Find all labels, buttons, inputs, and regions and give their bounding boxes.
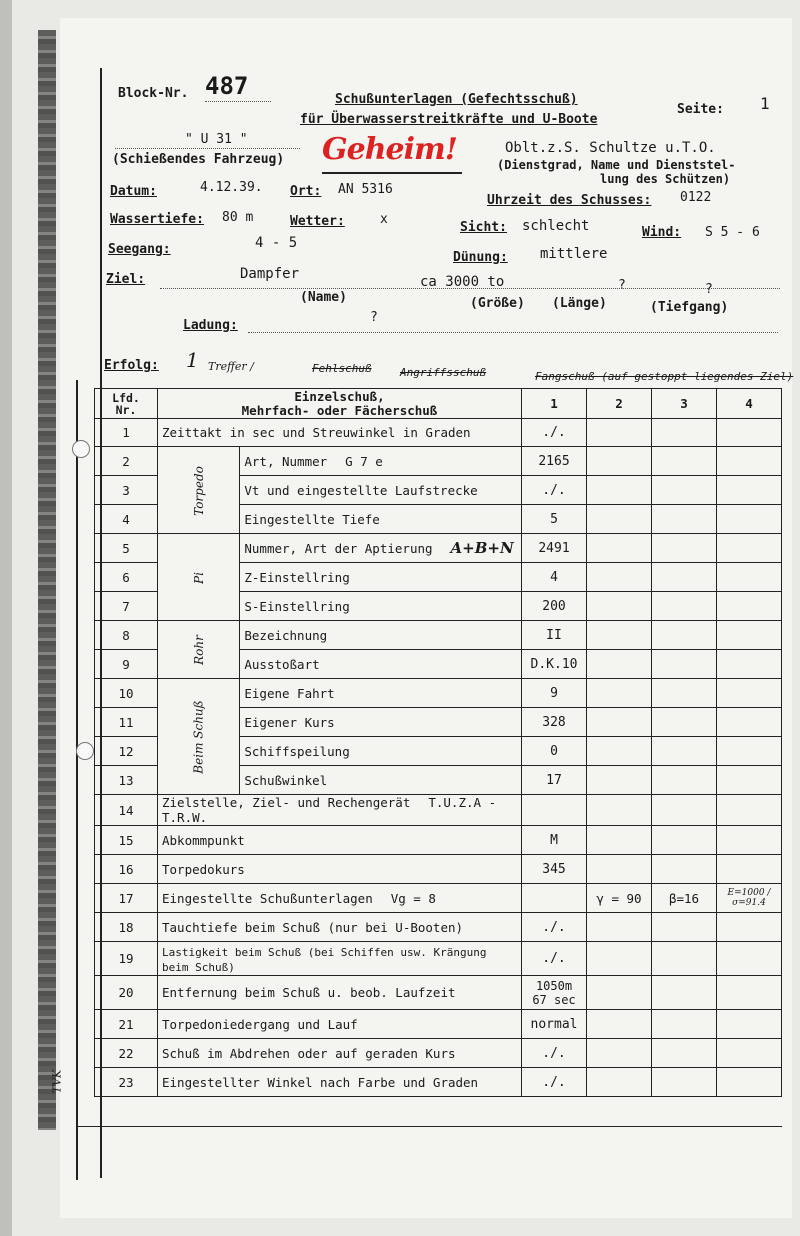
value-cell-3 (652, 913, 717, 942)
cargo-label: Ladung: (183, 318, 238, 333)
row-number: 4 (95, 505, 158, 534)
value-cell-4 (717, 1039, 782, 1068)
vessel-value: " U 31 " (185, 132, 248, 147)
value-cell-4 (717, 976, 782, 1010)
row-label: Bezeichnung (240, 621, 522, 650)
binding-stripe (38, 30, 56, 1130)
table-row (95, 1010, 782, 1039)
weather-label: Wetter: (290, 214, 345, 229)
row-label: Z-Einstellring (240, 563, 522, 592)
value-cell-3 (652, 766, 717, 795)
value-cell-2 (587, 942, 652, 976)
value-cell-3 (652, 650, 717, 679)
table-row (95, 1068, 782, 1097)
table-row (95, 534, 782, 563)
result-approach: Angriffsschuß (400, 366, 487, 379)
row-label: Schußwinkel (240, 766, 522, 795)
secret-stamp: Geheim! (322, 132, 457, 167)
value-cell-1: 328 (522, 708, 587, 737)
result-hits: 1 (186, 348, 199, 372)
row-number: 9 (95, 650, 158, 679)
row-label: Eigene Fahrt (240, 679, 522, 708)
value-cell-3 (652, 1010, 717, 1039)
swell-label: Dünung: (453, 250, 508, 265)
value-cell-1: 2491 (522, 534, 587, 563)
col-1-header: 1 (522, 389, 587, 419)
cargo-value: ? (370, 310, 378, 325)
value-cell-2 (587, 650, 652, 679)
value-cell-3 (652, 1068, 717, 1097)
swell-value: mittlere (540, 246, 608, 262)
value-cell-4 (717, 1068, 782, 1097)
value-cell-3 (652, 795, 717, 826)
value-cell-2: γ = 90 (587, 884, 652, 913)
length-label: (Länge) (552, 296, 607, 311)
row-label: Lastigkeit beim Schuß (bei Schiffen usw. Krängung beim Schuß) (158, 942, 522, 976)
row-number: 6 (95, 563, 158, 592)
value-cell-1: normal (522, 1010, 587, 1039)
value-cell-4 (717, 476, 782, 505)
value-cell-2 (587, 419, 652, 447)
row-group-label: Torpedo (158, 447, 240, 534)
row-label: Vt und eingestellte Laufstrecke (240, 476, 522, 505)
value-cell-2 (587, 855, 652, 884)
value-cell-3 (652, 447, 717, 476)
value-cell-3 (652, 826, 717, 855)
value-cell-1: ./. (522, 419, 587, 447)
value-cell-4 (717, 826, 782, 855)
row-number: 22 (95, 1039, 158, 1068)
row-label: Zeittakt in sec und Streuwinkel in Graden (158, 419, 522, 447)
scan-edge (0, 0, 12, 1236)
result-miss: Fehlschuß (312, 362, 372, 375)
row-number: 23 (95, 1068, 158, 1097)
row-number: 12 (95, 737, 158, 766)
shooter-value: Oblt.z.S. Schultze u.T.O. (505, 140, 716, 156)
time-value: 0122 (680, 190, 712, 205)
row-label: Eingestellter Winkel nach Farbe und Graden (158, 1068, 522, 1097)
wind-label: Wind: (642, 225, 682, 240)
value-cell-2 (587, 913, 652, 942)
value-cell-4 (717, 1010, 782, 1039)
page-label: Seite: (677, 102, 724, 117)
target-value: Dampfer (240, 266, 300, 282)
row-label: Eigener Kurs (240, 708, 522, 737)
row-group-label: Rohr (158, 621, 240, 679)
row-label: Nummer, Art der Aptierung A+B+N (240, 534, 522, 563)
result-hits-label: Treffer / (208, 360, 254, 373)
value-cell-2 (587, 505, 652, 534)
value-cell-3 (652, 476, 717, 505)
margin-note: TVK (50, 1069, 64, 1094)
row-number: 11 (95, 708, 158, 737)
row-number: 21 (95, 1010, 158, 1039)
row-group-label: Beim Schuß (158, 679, 240, 795)
shot-data-table (94, 388, 782, 1097)
value-cell-2 (587, 1039, 652, 1068)
col-desc-header: Einzelschuß, Mehrfach- oder Fächerschuß (158, 389, 522, 419)
shooter-label-2: lung des Schützen) (600, 172, 731, 186)
value-cell-4 (717, 913, 782, 942)
value-cell-2 (587, 563, 652, 592)
bottom-rule (76, 1126, 782, 1127)
row-extra-value: A+B+N (450, 539, 514, 557)
table-row (95, 884, 782, 913)
row-label: Schiffspeilung (240, 737, 522, 766)
value-cell-1: II (522, 621, 587, 650)
result-practice: Fangschuß (auf gestoppt liegendes Ziel) (535, 370, 794, 383)
value-cell-4 (717, 766, 782, 795)
value-cell-1: 1050m 67 sec (522, 976, 587, 1010)
block-label: Block-Nr. (118, 86, 189, 101)
row-number: 1 (95, 419, 158, 447)
draft-label: (Tiefgang) (650, 300, 729, 315)
table-row (95, 976, 782, 1010)
row-number: 20 (95, 976, 158, 1010)
row-number: 7 (95, 592, 158, 621)
value-cell-1 (522, 884, 587, 913)
value-cell-3 (652, 563, 717, 592)
value-cell-2 (587, 795, 652, 826)
form-title: Schußunterlagen (Gefechtsschuß) (335, 92, 578, 107)
value-cell-2 (587, 737, 652, 766)
value-cell-1: 345 (522, 855, 587, 884)
row-label: Torpedokurs (158, 855, 522, 884)
value-cell-4 (717, 942, 782, 976)
value-cell-3 (652, 679, 717, 708)
row-number: 16 (95, 855, 158, 884)
col-2-header: 2 (587, 389, 652, 419)
row-label: Art, Nummer G 7 e (240, 447, 522, 476)
table-row (95, 419, 782, 447)
value-cell-1: 4 (522, 563, 587, 592)
value-cell-3 (652, 855, 717, 884)
row-label: Ausstoßart (240, 650, 522, 679)
page-number: 1 (760, 94, 770, 113)
value-cell-1: ./. (522, 1039, 587, 1068)
value-cell-1: ./. (522, 913, 587, 942)
value-cell-4 (717, 592, 782, 621)
value-cell-1: 5 (522, 505, 587, 534)
place-label: Ort: (290, 184, 322, 199)
table-row (95, 795, 782, 826)
value-cell-4 (717, 563, 782, 592)
place-value: AN 5316 (338, 182, 393, 197)
value-cell-1 (522, 795, 587, 826)
row-label: S-Einstellring (240, 592, 522, 621)
row-extra-value: G 7 e (345, 453, 383, 469)
value-cell-1: ./. (522, 942, 587, 976)
row-number: 18 (95, 913, 158, 942)
punch-hole (76, 742, 94, 760)
value-cell-4: E=1000 / σ=91.4 (717, 884, 782, 913)
row-extra-value: Vg = 8 (390, 890, 436, 906)
value-cell-3 (652, 505, 717, 534)
target-label: Ziel: (106, 272, 146, 287)
value-cell-3 (652, 737, 717, 766)
row-label: Zielstelle, Ziel- und Rechengerät T.U.Z.A - T.R.W. (158, 795, 522, 826)
value-cell-1: 2165 (522, 447, 587, 476)
value-cell-2 (587, 679, 652, 708)
value-cell-4 (717, 650, 782, 679)
wind-value: S 5 - 6 (705, 225, 760, 240)
value-cell-1: 0 (522, 737, 587, 766)
row-number: 17 (95, 884, 158, 913)
value-cell-2 (587, 621, 652, 650)
value-cell-1: M (522, 826, 587, 855)
value-cell-1: ./. (522, 476, 587, 505)
sight-value: schlecht (522, 218, 590, 234)
row-number: 10 (95, 679, 158, 708)
col-3-header: 3 (652, 389, 717, 419)
table-row (95, 942, 782, 976)
value-cell-3 (652, 534, 717, 563)
row-label: Abkommpunkt (158, 826, 522, 855)
value-cell-2 (587, 1068, 652, 1097)
value-cell-2 (587, 476, 652, 505)
sight-label: Sicht: (460, 220, 507, 235)
row-number: 2 (95, 447, 158, 476)
row-extra-value: T.U.Z.A - T.R.W. (162, 795, 497, 825)
col-4-header: 4 (717, 389, 782, 419)
row-label: Tauchtiefe beim Schuß (nur bei U-Booten) (158, 913, 522, 942)
date-label: Datum: (110, 184, 157, 199)
value-cell-4 (717, 795, 782, 826)
sea-label: Seegang: (108, 242, 171, 257)
value-cell-2 (587, 534, 652, 563)
value-cell-4 (717, 621, 782, 650)
value-cell-3 (652, 621, 717, 650)
row-label: Torpedoniedergang und Lauf (158, 1010, 522, 1039)
weather-value: x (380, 212, 388, 227)
value-cell-4 (717, 737, 782, 766)
form-subtitle: für Überwasserstreitkräfte und U-Boote (300, 112, 598, 127)
time-label: Uhrzeit des Schusses: (487, 193, 652, 208)
table-row (95, 913, 782, 942)
depth-value: 80 m (222, 210, 254, 225)
value-cell-2 (587, 592, 652, 621)
table-row (95, 621, 782, 650)
value-cell-1: 17 (522, 766, 587, 795)
value-cell-4 (717, 708, 782, 737)
value-cell-4 (717, 855, 782, 884)
date-value: 4.12.39. (200, 180, 263, 195)
value-cell-4 (717, 447, 782, 476)
row-number: 3 (95, 476, 158, 505)
vessel-label: (Schießendes Fahrzeug) (112, 152, 285, 167)
shooter-label-1: (Dienstgrad, Name und Dienststel- (497, 158, 736, 172)
value-cell-1: 9 (522, 679, 587, 708)
value-cell-3 (652, 1039, 717, 1068)
row-label: Schuß im Abdrehen oder auf geraden Kurs (158, 1039, 522, 1068)
value-cell-3 (652, 942, 717, 976)
value-cell-4 (717, 534, 782, 563)
table-row (95, 679, 782, 708)
punch-hole (72, 440, 90, 458)
row-label: Entfernung beim Schuß u. beob. Laufzeit (158, 976, 522, 1010)
value-cell-1: 200 (522, 592, 587, 621)
value-cell-2 (587, 976, 652, 1010)
value-cell-1: ./. (522, 1068, 587, 1097)
name-label: (Name) (300, 290, 347, 305)
row-label: Eingestellte Tiefe (240, 505, 522, 534)
target-draft-value: ? (705, 282, 713, 297)
row-label: Eingestellte Schußunterlagen Vg = 8 (158, 884, 522, 913)
row-number: 15 (95, 826, 158, 855)
row-number: 5 (95, 534, 158, 563)
col-nr-header: Lfd. Nr. (95, 389, 158, 419)
table-row (95, 826, 782, 855)
value-cell-4 (717, 505, 782, 534)
value-cell-3 (652, 708, 717, 737)
sea-value: 4 - 5 (255, 235, 298, 251)
value-cell-2 (587, 826, 652, 855)
row-number: 8 (95, 621, 158, 650)
value-cell-2 (587, 447, 652, 476)
table-row (95, 447, 782, 476)
result-label: Erfolg: (104, 358, 159, 373)
row-group-label: Pi (158, 534, 240, 621)
table-left-rule (76, 380, 78, 1180)
value-cell-3: β=16 (652, 884, 717, 913)
block-number: 487 (205, 72, 249, 100)
value-cell-3 (652, 976, 717, 1010)
row-number: 14 (95, 795, 158, 826)
table-row (95, 855, 782, 884)
value-cell-3 (652, 592, 717, 621)
row-number: 13 (95, 766, 158, 795)
depth-label: Wassertiefe: (110, 212, 204, 227)
target-length-value: ? (618, 278, 626, 293)
target-size-value: ca 3000 to (420, 274, 505, 290)
value-cell-2 (587, 708, 652, 737)
value-cell-4 (717, 419, 782, 447)
value-cell-1: D.K.10 (522, 650, 587, 679)
row-number: 19 (95, 942, 158, 976)
table-row (95, 1039, 782, 1068)
value-cell-2 (587, 1010, 652, 1039)
value-cell-4 (717, 679, 782, 708)
size-label: (Größe) (470, 296, 525, 311)
value-cell-2 (587, 766, 652, 795)
value-cell-3 (652, 419, 717, 447)
